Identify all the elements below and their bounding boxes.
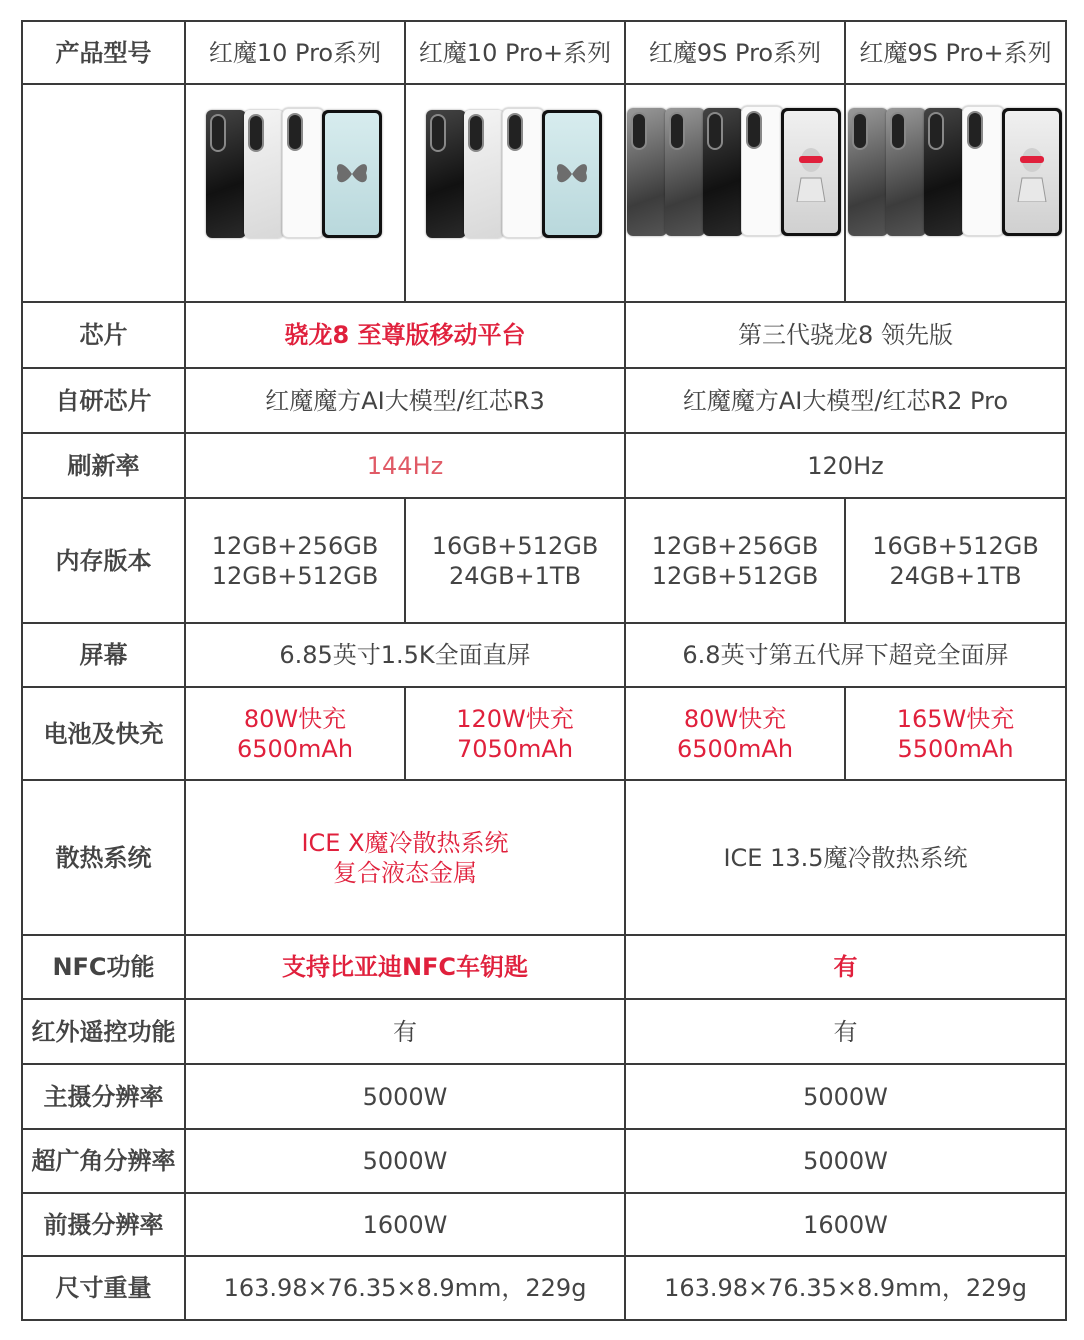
row-refresh bbox=[22, 433, 1066, 498]
phone-black-icon bbox=[426, 110, 466, 238]
phone-silver-icon bbox=[464, 110, 504, 238]
cooling-right: ICE 13.5魔冷散热系统 bbox=[625, 780, 1066, 935]
nfc-right: 有 bbox=[625, 935, 1066, 999]
refresh-right: 120Hz bbox=[625, 433, 1066, 498]
row-label-nfc: NFC功能 bbox=[22, 935, 185, 999]
chip-right: 第三代骁龙8 领先版 bbox=[625, 302, 1066, 368]
row-cooling bbox=[22, 780, 1066, 935]
memory-cell: 16GB+512GB 24GB+1TB bbox=[405, 498, 625, 623]
model-red-magic-10-pro: 红魔10 Pro系列 bbox=[185, 21, 405, 84]
nfc-left: 支持比亚迪NFC车钥匙 bbox=[185, 935, 625, 999]
chip-left: 骁龙8 至尊版移动平台 bbox=[185, 302, 625, 368]
phone-white-icon bbox=[741, 106, 783, 236]
model-red-magic-9s-pro-plus: 红魔9S Pro+系列 bbox=[845, 21, 1066, 84]
phone-black-icon bbox=[703, 108, 743, 236]
battery-cell: 80W快充 6500mAh bbox=[625, 687, 845, 780]
refresh-left: 144Hz bbox=[185, 433, 625, 498]
size-left: 163.98×76.35×8.9mm，229g bbox=[185, 1256, 625, 1320]
phone-front-butterfly-icon bbox=[322, 110, 382, 238]
ir-left: 有 bbox=[185, 999, 625, 1064]
red-magic-10-pro-plus-phones-image bbox=[405, 84, 625, 302]
phone-dark-icon bbox=[848, 108, 888, 236]
front-cam-right: 1600W bbox=[625, 1193, 1066, 1256]
memory-cell: 12GB+256GB 12GB+512GB bbox=[185, 498, 405, 623]
row-label-own-chip: 自研芯片 bbox=[22, 368, 185, 433]
row-label-size: 尺寸重量 bbox=[22, 1256, 185, 1320]
main-cam-right: 5000W bbox=[625, 1064, 1066, 1129]
row-front-cam bbox=[22, 1193, 1066, 1256]
own-chip-right: 红魔魔方AI大模型/红芯R2 Pro bbox=[625, 368, 1066, 433]
phone-front-robot-icon bbox=[1002, 108, 1062, 236]
model-red-magic-9s-pro: 红魔9S Pro系列 bbox=[625, 21, 845, 84]
red-magic-9s-pro-phones-image bbox=[625, 84, 845, 302]
row-memory bbox=[22, 498, 1066, 623]
phone-dark-icon bbox=[665, 108, 705, 236]
size-right: 163.98×76.35×8.9mm，229g bbox=[625, 1256, 1066, 1320]
spec-comparison-table bbox=[21, 20, 1067, 1321]
battery-cell: 165W快充 5500mAh bbox=[845, 687, 1066, 780]
ir-right: 有 bbox=[625, 999, 1066, 1064]
row-label-wide-cam: 超广角分辨率 bbox=[22, 1129, 185, 1193]
battery-cell: 80W快充 6500mAh bbox=[185, 687, 405, 780]
memory-cell: 12GB+256GB 12GB+512GB bbox=[625, 498, 845, 623]
row-nfc bbox=[22, 935, 1066, 999]
front-cam-left: 1600W bbox=[185, 1193, 625, 1256]
row-label-refresh: 刷新率 bbox=[22, 433, 185, 498]
red-magic-9s-pro-plus-phones-image bbox=[845, 84, 1066, 302]
battery-cell: 120W快充 7050mAh bbox=[405, 687, 625, 780]
row-own-chip bbox=[22, 368, 1066, 433]
phone-white-icon bbox=[282, 108, 324, 238]
model-red-magic-10-pro-plus: 红魔10 Pro+系列 bbox=[405, 21, 625, 84]
row-label-chip: 芯片 bbox=[22, 302, 185, 368]
header-row bbox=[22, 21, 1066, 84]
cooling-left: ICE X魔冷散热系统 复合液态金属 bbox=[185, 780, 625, 935]
image-row-label bbox=[22, 84, 185, 302]
own-chip-left: 红魔魔方AI大模型/红芯R3 bbox=[185, 368, 625, 433]
memory-cell: 16GB+512GB 24GB+1TB bbox=[845, 498, 1066, 623]
image-row bbox=[22, 84, 1066, 302]
header-label: 产品型号 bbox=[22, 21, 185, 84]
row-ir bbox=[22, 999, 1066, 1064]
row-label-front-cam: 前摄分辨率 bbox=[22, 1193, 185, 1256]
row-label-cooling: 散热系统 bbox=[22, 780, 185, 935]
phone-front-robot-icon bbox=[781, 108, 841, 236]
wide-cam-left: 5000W bbox=[185, 1129, 625, 1193]
phone-white-icon bbox=[502, 108, 544, 238]
screen-left: 6.85英寸1.5K全面直屏 bbox=[185, 623, 625, 687]
row-label-screen: 屏幕 bbox=[22, 623, 185, 687]
phone-silver-icon bbox=[244, 110, 284, 238]
row-label-battery: 电池及快充 bbox=[22, 687, 185, 780]
phone-dark-icon bbox=[886, 108, 926, 236]
row-screen bbox=[22, 623, 1066, 687]
phone-dark-icon bbox=[627, 108, 667, 236]
row-wide-cam bbox=[22, 1129, 1066, 1193]
row-label-memory: 内存版本 bbox=[22, 498, 185, 623]
main-cam-left: 5000W bbox=[185, 1064, 625, 1129]
phone-black-icon bbox=[206, 110, 246, 238]
red-magic-10-pro-phones-image bbox=[185, 84, 405, 302]
phone-black-icon bbox=[924, 108, 964, 236]
phone-front-butterfly-icon bbox=[542, 110, 602, 238]
wide-cam-right: 5000W bbox=[625, 1129, 1066, 1193]
row-main-cam bbox=[22, 1064, 1066, 1129]
row-chip bbox=[22, 302, 1066, 368]
row-label-main-cam: 主摄分辨率 bbox=[22, 1064, 185, 1129]
phone-white-icon bbox=[962, 106, 1004, 236]
row-battery bbox=[22, 687, 1066, 780]
row-size bbox=[22, 1256, 1066, 1320]
screen-right: 6.8英寸第五代屏下超竞全面屏 bbox=[625, 623, 1066, 687]
row-label-ir: 红外遥控功能 bbox=[22, 999, 185, 1064]
